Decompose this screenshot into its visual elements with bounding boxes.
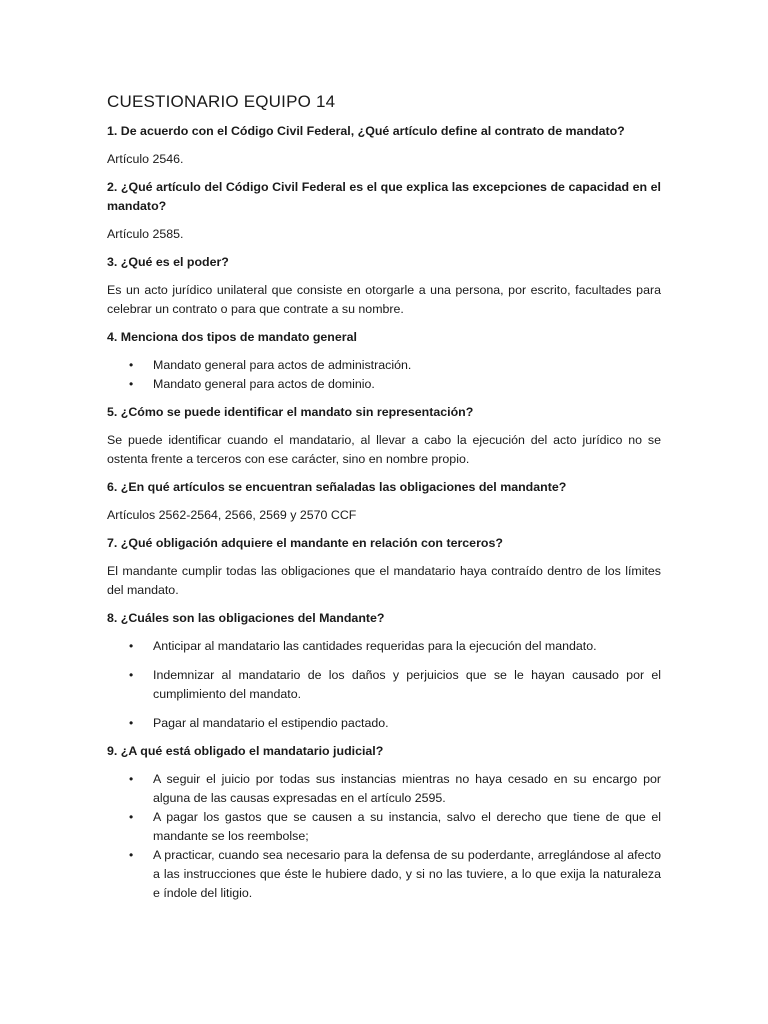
answer-6: Artículos 2562-2564, 2566, 2569 y 2570 CCF <box>107 508 357 522</box>
list-item <box>107 375 661 394</box>
list-item <box>107 666 661 704</box>
list-item-text: Anticipar al mandatario las cantidades requeridas para la ejecución del mandato. <box>153 639 597 653</box>
question-1: 1. De acuerdo con el Código Civil Federal, ¿Qué artículo define al contrato de mandato? <box>107 124 625 138</box>
question-7: 7. ¿Qué obligación adquiere el mandante en relación con terceros? <box>107 536 503 550</box>
list-item-text: Pagar al mandatario el estipendio pactado. <box>153 716 389 730</box>
question-5: 5. ¿Cómo se puede identificar el mandato sin representación? <box>107 405 474 419</box>
bullet-icon: • <box>129 639 134 653</box>
qa-item-7 <box>107 534 661 600</box>
qa-item-9 <box>107 742 661 903</box>
list-item <box>107 714 661 733</box>
bullet-icon: • <box>129 716 134 730</box>
answer-1: Artículo 2546. <box>107 152 184 166</box>
answer-3: Es un acto jurídico unilateral que consiste en otorgarle a una persona, por escrito, facultades para celebrar un contrato o para que contrate a su nombre. <box>107 283 661 316</box>
bullet-icon: • <box>129 358 134 372</box>
list-item <box>107 356 661 375</box>
document-title: CUESTIONARIO EQUIPO 14 <box>107 92 336 111</box>
list-item <box>107 846 661 903</box>
list-item-text: A seguir el juicio por todas sus instancias mientras no haya cesado en su encargo por alguna de las causas expresadas en el artículo 2595. <box>153 772 661 805</box>
answer-4-list <box>107 356 661 394</box>
bullet-icon: • <box>129 377 134 391</box>
bullet-icon: • <box>129 668 134 682</box>
question-2: 2. ¿Qué artículo del Código Civil Federal es el que explica las excepciones de capacidad en el mandato? <box>107 180 661 213</box>
question-6: 6. ¿En qué artículos se encuentran señaladas las obligaciones del mandante? <box>107 480 567 494</box>
list-item-text: A practicar, cuando sea necesario para la defensa de su poderdante, arreglándose al afecto a las instrucciones que éste le hubiere dado, y si no las tuviere, a lo que exija la naturaleza e índole del litigio. <box>153 848 661 900</box>
list-item-text: Mandato general para actos de dominio. <box>153 377 375 391</box>
list-item <box>107 637 661 656</box>
qa-item-5 <box>107 403 661 469</box>
question-9: 9. ¿A qué está obligado el mandatario judicial? <box>107 744 384 758</box>
answer-8-list <box>107 637 661 733</box>
qa-item-2 <box>107 178 661 244</box>
list-item-text: A pagar los gastos que se causen a su instancia, salvo el derecho que tiene de que el mandante se los reembolse; <box>153 810 661 843</box>
qa-item-4 <box>107 328 661 394</box>
list-item-text: Indemnizar al mandatario de los daños y perjuicios que se le hayan causado por el cumplimiento del mandato. <box>153 668 661 701</box>
list-item-text: Mandato general para actos de administración. <box>153 358 412 372</box>
document-page <box>107 92 661 912</box>
bullet-icon: • <box>129 810 134 824</box>
bullet-icon: • <box>129 772 134 786</box>
bullet-icon: • <box>129 848 134 862</box>
question-4: 4. Menciona dos tipos de mandato general <box>107 330 357 344</box>
list-item <box>107 808 661 846</box>
qa-item-8 <box>107 609 661 733</box>
qa-item-3 <box>107 253 661 319</box>
qa-item-1 <box>107 122 661 169</box>
qa-item-6 <box>107 478 661 525</box>
answer-2: Artículo 2585. <box>107 227 184 241</box>
answer-9-list <box>107 770 661 903</box>
answer-5: Se puede identificar cuando el mandatario, al llevar a cabo la ejecución del acto jurídico no se ostenta frente a terceros con ese carácter, sino en nombre propio. <box>107 433 661 466</box>
list-item <box>107 770 661 808</box>
question-3: 3. ¿Qué es el poder? <box>107 255 229 269</box>
answer-7: El mandante cumplir todas las obligaciones que el mandatario haya contraído dentro de los límites del mandato. <box>107 564 661 597</box>
question-8: 8. ¿Cuáles son las obligaciones del Mandante? <box>107 611 385 625</box>
